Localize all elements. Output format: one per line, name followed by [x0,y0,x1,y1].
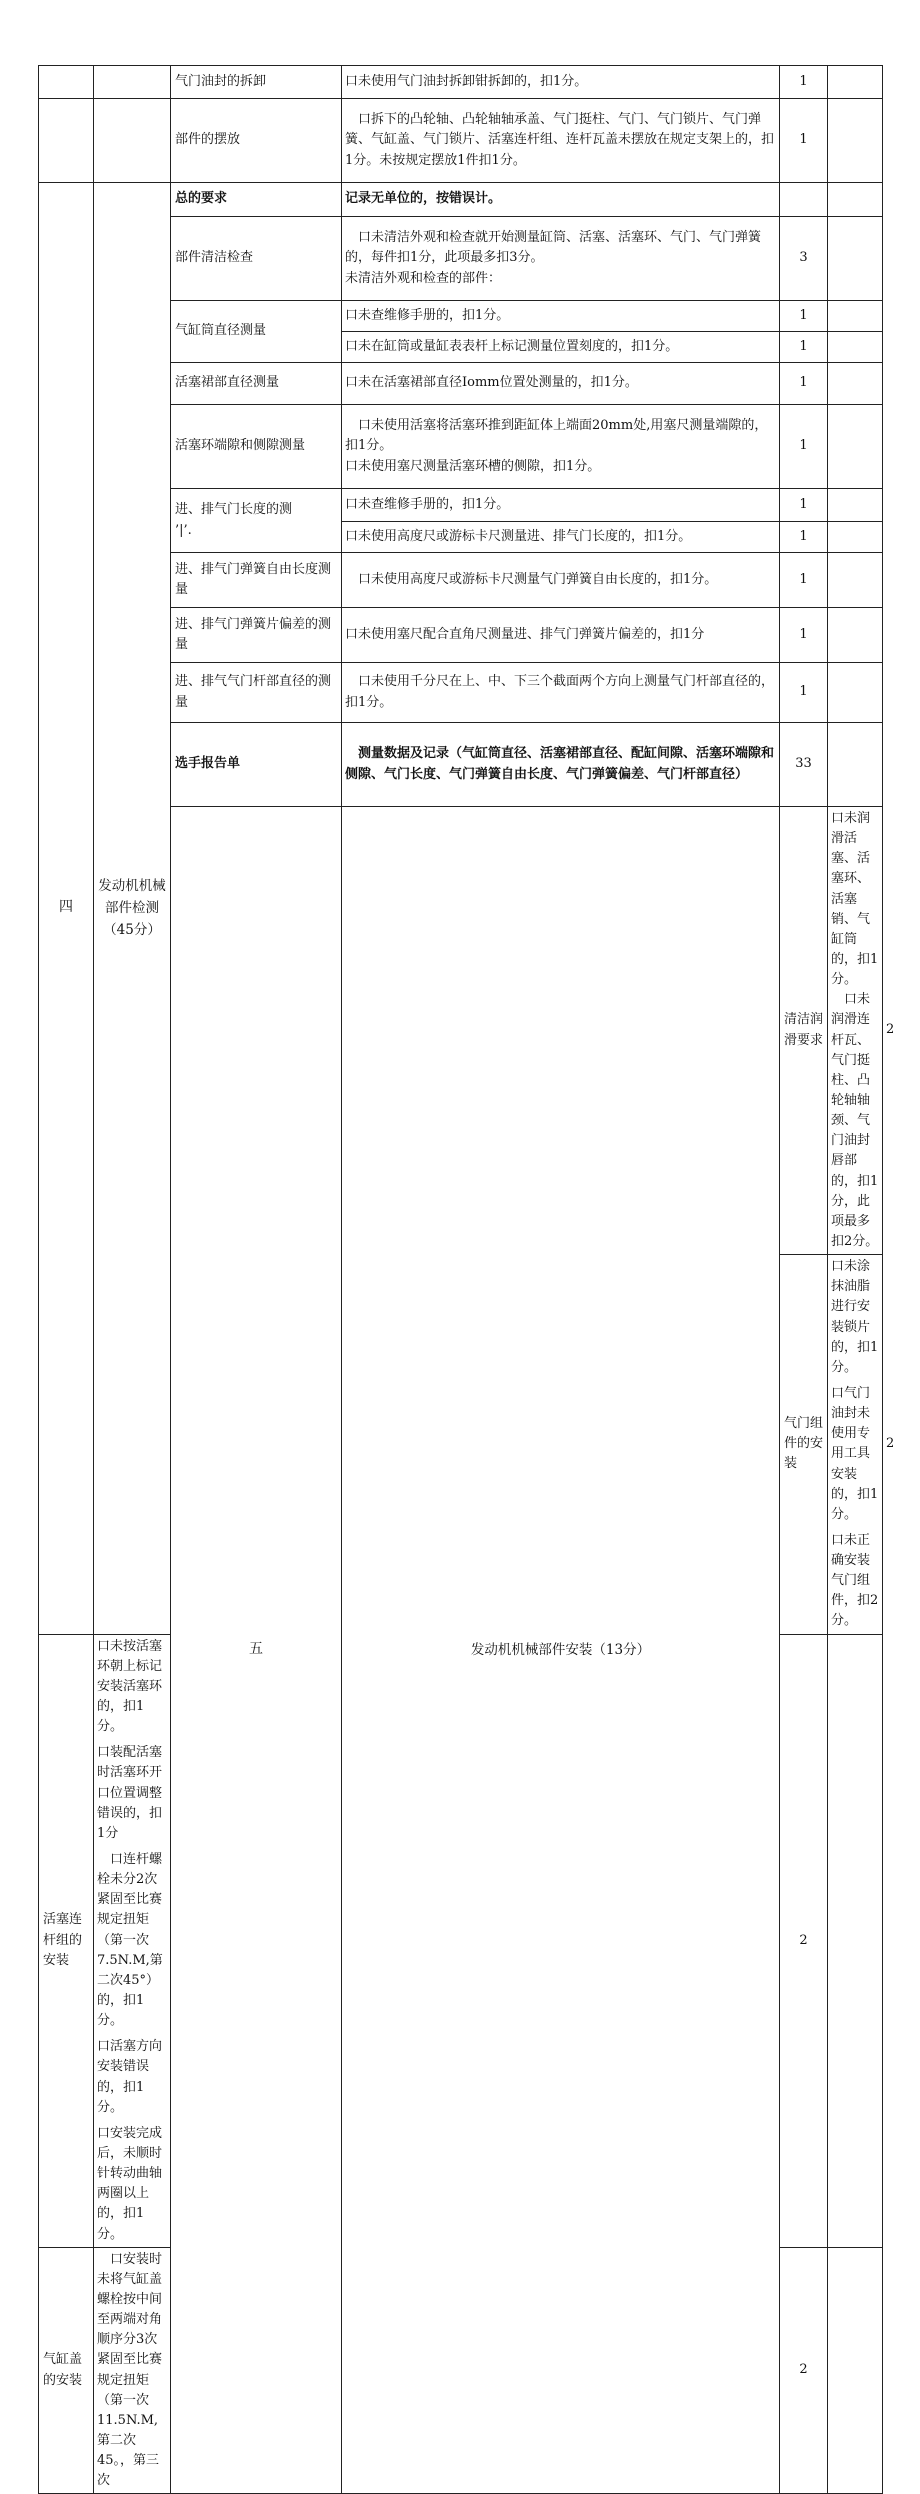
blank-cell [828,99,883,183]
deduction-line: 口气门油封未使用专用工具安装的，扣1分。 [831,1385,879,1522]
item-cell: 进、排气门弹簧自由长度测量 [171,553,342,608]
deduction-line: 口未正确安装气门组件，扣2分。 [831,1532,879,1629]
score-cell: 2 [780,1634,828,2247]
deduction-line: 口未润滑活塞、活塞环、活塞销、气缸筒的，扣1分。 [831,811,879,988]
deduction-line: 未清洁外观和检查的部件： [345,270,502,286]
table-row [39,183,883,217]
blank-cell [828,553,883,608]
item-cell: 进、排气气门杆部直径的测量 [171,663,342,723]
score-cell: 1 [780,489,828,522]
deduction-cell: 口未使用气门油封拆卸钳拆卸的，扣1分。 [342,66,780,99]
deduction-cell [342,217,780,301]
item-cell: 部件清洁检查 [171,217,342,301]
deduction-line: 口未涂抹油脂进行安装锁片的，扣1分。 [831,1259,879,1375]
deduction-line: 口装配活塞时活塞环开口位置调整错误的，扣1分 [97,1745,163,1841]
deduction-cell: 口安装时未将气缸盖螺栓按中间至两端对角顺序分3次紧固至比赛规定扭矩（第一次11.5N.M,第二次45。，第三次 [94,2247,171,2494]
blank-cell [828,183,883,217]
score-cell: 1 [780,301,828,332]
blank-cell [828,1634,883,2247]
deduction-cell: 口未查维修手册的，扣1分。 [342,301,780,332]
blank-cell [828,217,883,301]
blank-cell [828,608,883,663]
score-cell: 2 [780,2247,828,2494]
score-cell: 1 [780,66,828,99]
item-cell: 气缸盖的安装 [39,2247,94,2494]
deduction-line: 口未使用塞尺测量活塞环槽的侧隙，扣1分。 [345,458,601,474]
deduction-line: 口活塞方向安装错误的，扣1分。 [97,2039,163,2115]
section-name-cell [94,99,171,183]
deduction-cell: 记录无单位的，按错误计。 [342,183,780,217]
item-cell: 总的要求 [171,183,342,217]
blank-cell [828,66,883,99]
blank-cell [828,363,883,405]
blank-cell [828,522,883,553]
score-cell: 33 [780,723,828,807]
deduction-cell: 口未查维修手册的，扣1分。 [342,489,780,522]
item-line: ’|’. [175,522,192,538]
item-cell: 部件的摆放 [171,99,342,183]
deduction-cell: 口未在活塞裙部直径Iomm位置处测量的，扣1分。 [342,363,780,405]
blank-cell [828,2247,883,2494]
score-cell: 1 [780,522,828,553]
item-cell: 气门组件的安装 [780,1255,828,1635]
item-cell: 气缸筒直径测量 [171,301,342,363]
deduction-cell [342,405,780,489]
item-cell: 进、排气门弹簧片偏差的测量 [171,608,342,663]
section-number: 四 [39,183,94,1635]
score-cell: 1 [780,553,828,608]
deduction-cell [94,1634,171,2247]
deduction-cell [828,807,883,1255]
item-cell: 选手报告单 [171,723,342,807]
section-number-cell [39,99,94,183]
score-cell [780,183,828,217]
item-cell: 活塞环端隙和侧隙测量 [171,405,342,489]
deduction-cell: 口未使用高度尺或游标卡尺测量进、排气门长度的，扣1分。 [342,522,780,553]
item-cell [171,489,342,553]
deduction-cell: 口未使用塞尺配合直角尺测量进、排气门弹簧片偏差的，扣1分 [342,608,780,663]
deduction-line: 口未润滑连杆瓦、气门挺柱、凸轮轴轴颈、气门油封唇部的，扣1分，此项最多扣2分。 [831,992,879,1249]
deduction-cell: 口未使用高度尺或游标卡尺测量气门弹簧自由长度的，扣1分。 [342,553,780,608]
blank-cell [828,301,883,332]
deduction-cell: 口未在缸筒或量缸表表杆上标记测量位置刻度的，扣1分。 [342,332,780,363]
scoring-table [38,65,895,2494]
table-row: 五 发动机机械部件安装（13分） 清洁润滑要求 口未润滑活塞、活塞环、活塞销、气缸筒的，扣1分。 口未润滑连杆瓦、气门挺柱、凸轮轴轴颈、气门油封唇部的，扣1分，此项最多扣2分。 2 [39,807,883,1255]
deduction-line: 口未按活塞环朝上标记安装活塞环的，扣1分。 [97,1638,163,1735]
item-cell: 气门油封的拆卸 [171,66,342,99]
score-cell: 1 [780,663,828,723]
section-name: 发动机机械部件安装（13分） [342,807,780,2494]
item-line: 进、排气门长度的测 [175,502,293,518]
blank-cell [828,332,883,363]
deduction-line: 口未使用活塞将活塞环推到距缸体上端面20mm处,用塞尺测量端隙的，扣1分。 [345,418,768,454]
section-name: 发动机机械部件检测（45分） [94,183,171,1635]
section-name-cell [94,66,171,99]
deduction-cell [828,1255,883,1635]
blank-cell [828,663,883,723]
blank-cell [828,723,883,807]
deduction-line: 口未清洁外观和检查就开始测量缸筒、活塞、活塞环、气门、气门弹簧的，每件扣1分，此项最多扣3分。 [345,230,762,266]
score-cell: 1 [780,332,828,363]
deduction-cell: 口拆下的凸轮轴、凸轮轴轴承盖、气门挺柱、气门、气门锁片、气门弹簧、气缸盖、气门锁片、活塞连杆组、连杆瓦盖未摆放在规定支架上的，扣1分。未按规定摆放1件扣1分。 [342,99,780,183]
deduction-cell: 测量数据及记录（气缸筒直径、活塞裙部直径、配缸间隙、活塞环端隙和侧隙、气门长度、气门弹簧自由长度、气门弹簧偏差、气门杆部直径） [342,723,780,807]
item-cell: 活塞裙部直径测量 [171,363,342,405]
deduction-cell: 口未使用千分尺在上、中、下三个截面两个方向上测量气门杆部直径的，扣1分。 [342,663,780,723]
deduction-line: 口安装完成后，未顺时针转动曲轴两圈以上的，扣1分。 [97,2125,163,2242]
score-cell: 1 [780,99,828,183]
deduction-line: 口连杆螺栓未分2次紧固至比赛规定扭矩（第一次7.5N.M,第二次45°）的，扣1分。 [97,1852,163,2029]
section-number-cell [39,66,94,99]
blank-cell [828,405,883,489]
table-row: 气门组件的安装 口未涂抹油脂进行安装锁片的，扣1分。 口气门油封未使用专用工具安装的，扣1分。 口未正确安装气门组件，扣2分。 2 [39,1255,883,1635]
table-row [39,66,883,99]
blank-cell [828,489,883,522]
score-cell: 1 [780,405,828,489]
item-cell: 清洁润滑要求 [780,807,828,1255]
score-cell: 1 [780,608,828,663]
item-cell: 活塞连杆组的安装 [39,1634,94,2247]
section-number: 五 [171,807,342,2494]
table-row [39,99,883,183]
score-cell: 3 [780,217,828,301]
score-cell: 1 [780,363,828,405]
